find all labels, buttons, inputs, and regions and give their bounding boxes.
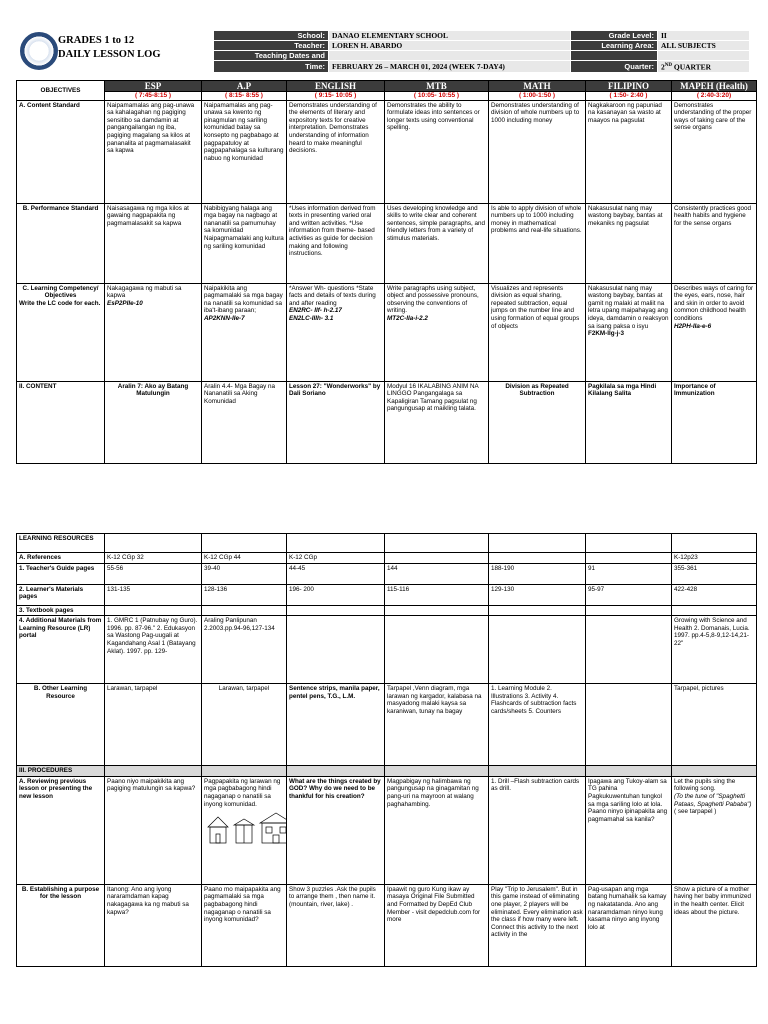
lc-code: EN2RC- IIf- h-2.17 — [289, 307, 342, 315]
table-cell: 115-116 — [385, 584, 489, 605]
time-math: ( 1:00-1:50 ) — [489, 92, 586, 101]
table-cell: Magpabigay ng halimbawa ng pangungusap na ginagamitan ng pang-uri na mayroon at walang paghahambing. — [385, 776, 489, 884]
table-cell: Naipamamalas ang pag-unawa sa kwento ng pinagmulan ng sariling komunidad batay sa konsepto ng pagbabago at pagpapatuloy at pagpapahalaga sa kulturang nabuo ng komunidad — [202, 100, 287, 203]
purpose-row — [17, 884, 757, 966]
table-cell: Play "Trip to Jerusalem". But in this game instead of eliminating one player, 2 players will be eliminated. Every elimination ask the class if how many were left. Connect this activity to the next activity in the — [489, 884, 586, 966]
table-cell — [385, 553, 489, 564]
table-cell: 144 — [385, 563, 489, 584]
row-label: 1. Teacher's Guide pages — [17, 563, 105, 584]
objectives-heading: OBJECTIVES — [17, 81, 105, 101]
table-cell: 129-130 — [489, 584, 586, 605]
row-label: A. References — [17, 553, 105, 564]
performance-standard-row — [17, 203, 757, 283]
header-info-table — [213, 30, 750, 73]
row-label: B. Other Learning Resource — [17, 684, 105, 766]
table-cell: Tarpapel, pictures — [672, 684, 757, 766]
teacher-label: Teacher: — [214, 41, 329, 51]
subject-english: ENGLISH — [287, 81, 385, 92]
table-cell: Ipagawa ang Tukoy-alam sa TG pahina Pagkukuwentuhan tungkol sa mga sariling lolo at lola. Paano ninyo ipinapakita ang pagmamahal sa kanila? — [586, 776, 672, 884]
table-cell: Consistently practices good health habits and hygiene for the sense organs — [672, 203, 757, 283]
review-row — [17, 776, 757, 884]
grade-label: Grade Level: — [571, 31, 658, 41]
table-cell: Itanong: Ano ang iyong nararamdaman kapag nakagagawa ka ng mabuti sa kapwa? — [105, 884, 202, 966]
grade-value: II — [658, 31, 750, 41]
table-cell: Show a picture of a mother having her baby immunized in the health center. Elicit ideas about the picture. — [672, 884, 757, 966]
table-cell: K-12 CGp — [287, 553, 385, 564]
row-label: B. Establishing a purpose for the lesson — [17, 884, 105, 966]
table-cell: K-12 CGp 44 — [202, 553, 287, 564]
subject-math: MATH — [489, 81, 586, 92]
table-cell: Importance of Immunization — [672, 381, 757, 463]
dates-label: Teaching Dates and — [214, 51, 329, 61]
table-cell: Describes ways of caring for the eyes, ears, nose, hair and skin in order to avoid common childhood health conditions H2PH-IIa-e-6 — [672, 283, 757, 381]
table-cell: Modyul 16 IKALABING ANIM NA LINGGO Pangangalaga sa Kapaligiran Tamang pagsulat ng pangungusap at maikling talata. — [385, 381, 489, 463]
table-cell: Larawan, tarpapel — [105, 684, 202, 766]
document-title — [58, 34, 161, 62]
table-cell — [586, 684, 672, 766]
subject-filipino: FILIPINO — [586, 81, 672, 92]
table-cell: Pagkilala sa mga Hindi Kilalang Salita — [586, 381, 672, 463]
lc-code: EsP2PIIe-10 — [107, 299, 143, 307]
table-cell: Ipaawit ng guro Kung ikaw ay masaya Original File Submitted and Formatted by DepEd Club Member - visit depedclub.com for more — [385, 884, 489, 966]
time-mtb: ( 10:05- 10:55 ) — [385, 92, 489, 101]
table-cell — [287, 616, 385, 684]
row-label: 3. Textbook pages — [17, 605, 105, 616]
row-label: LEARNING RESOURCES — [17, 534, 105, 553]
table-cell: Pagpapakita ng larawan ng mga pagbabagong hindi nagaganap o nanatili sa inyong komunidad. — [202, 776, 287, 884]
lc-code: F2KM-IIg-j-3 — [588, 330, 625, 338]
resources-heading-row — [17, 534, 757, 553]
table-cell: Nakasusulat nang may wastong baybay, bantas at gamit ng malaki at maliit na letra upang maipahayag ang ideya, damdamin o reaksyon sa isang paksa o isyu F2KM-IIg-j-3 — [586, 283, 672, 381]
subject-mtb: MTB — [385, 81, 489, 92]
lc-code: H2PH-IIa-e-6 — [674, 322, 712, 330]
table-cell: Growing with Science and Health 2. Domanais, Lucia. 1997. pp.4-5,8-9,12-14,21-22" — [672, 616, 757, 684]
table-cell: Nabibigyang halaga ang mga bagay na nagbago at nananatili sa pamumuhay sa komunidad Naipagmamalaki ang kultura ng sariling komunidad — [202, 203, 287, 283]
row-label: II. CONTENT — [17, 381, 105, 463]
additional-materials-row — [17, 616, 757, 684]
table-cell: Is able to apply division of whole numbers up to 1000 including money in mathematical problems and real-life situations. — [489, 203, 586, 283]
teacher-value: LOREN H. ABARDO — [329, 41, 571, 51]
table-cell: Naipamamalas ang pag-unawa sa kahalagahan ng pagiging sensitibo sa damdamin at pangangailangan ng iba, pagiging magalang sa kilos at pananalita at pagmamalasakit sa kapwa — [105, 100, 202, 203]
row-label: B. Performance Standard — [17, 203, 105, 283]
lc-code: AP2KNN-IIe-7 — [204, 314, 245, 322]
table-cell: Demonstrates understanding of the proper ways of taking care of the sense organs — [672, 100, 757, 203]
table-cell — [489, 553, 586, 564]
content-row — [17, 381, 757, 463]
resources-procedures-table — [16, 533, 757, 967]
song-tune: (To the tune of "Spaghetti Pataas, Spaghetti Pababa") — [674, 792, 752, 808]
table-cell: Paano mo maipapakita ang pagmamalaki sa mga pagbabagong hindi nagaganap o nanatili sa inyong komunidad? — [202, 884, 287, 966]
song-note: ( see tarpapel ) — [674, 808, 717, 816]
table-cell: Write paragraphs using subject, object and possessive pronouns, observing the conventions of writing. MT2C-IIa-i-2.2 — [385, 283, 489, 381]
table-cell: What are the things created by GOD? Why do we need to be thankful for his creation? — [287, 776, 385, 884]
table-cell: Larawan, tarpapel — [202, 684, 287, 766]
references-row — [17, 553, 757, 564]
time-mapeh: ( 2:40-3:20) — [672, 92, 757, 101]
row-label: 2. Learner's Materials pages — [17, 584, 105, 605]
table-cell: Naisasagawa ng mga kilos at gawaing nagpapakita ng pagmamalasakit sa kapwa — [105, 203, 202, 283]
table-cell: Demonstrates the ability to formulate ideas into sentences or longer texts using conventional spelling. — [385, 100, 489, 203]
time-english: ( 9:15- 10:05 ) — [287, 92, 385, 101]
table-cell: 131-135 — [105, 584, 202, 605]
table-cell: 128-136 — [202, 584, 287, 605]
table-cell: 355-361 — [672, 563, 757, 584]
time-label: Time: — [214, 61, 329, 73]
textbook-row — [17, 605, 757, 616]
row-label: A. Reviewing previous lesson or presenting the new lesson — [17, 776, 105, 884]
table-cell: 1. Drill –Flash subtraction cards as drill. — [489, 776, 586, 884]
subject-ap: A.P — [202, 81, 287, 92]
table-cell: Naipakikita ang pagmamalaki sa mga bagay na nanatili sa komunidad sa iba't-ibang paraan; AP2KNN-IIe-7 — [202, 283, 287, 381]
learners-materials-row — [17, 584, 757, 605]
competency-row — [17, 283, 757, 381]
lesson-log-header — [16, 30, 756, 70]
row-label: A. Content Standard — [17, 100, 105, 203]
teachers-guide-row — [17, 563, 757, 584]
objectives-table — [16, 80, 757, 464]
row-label: III. PROCEDURES — [17, 766, 105, 777]
deped-seal-icon — [20, 32, 58, 70]
table-cell: Nakasusulat nang may wastong baybay, bantas at mekaniks ng pagsulat — [586, 203, 672, 283]
dates-value: FEBRUARY 26 – MARCH 01, 2024 (WEEK 7-DAY4) — [329, 61, 571, 73]
table-cell: 1. GMRC 1 (Patnubay ng Guro). 1996. pp. 87-96." 2. Edukasyon sa Wastong Pag-uugali at Kagandahang Asal 1 (Batayang Aklat). 1997. pp. 129- — [105, 616, 202, 684]
table-cell: Show 3 puzzles .Ask the pupils to arrange them , then name it. (mountain, river, lake) . — [287, 884, 385, 966]
table-cell: Araling Panlipunan 2.2003.pp.94-96,127-134 — [202, 616, 287, 684]
table-cell: Sentence strips, manila paper, pentel pens, T.G., L.M. — [287, 684, 385, 766]
table-cell: 196- 200 — [287, 584, 385, 605]
table-cell: 91 — [586, 563, 672, 584]
subject-mapeh: MAPEH (Health) — [672, 81, 757, 92]
table-cell: Lesson 27: "Wonderworks" by Dali Soriano — [287, 381, 385, 463]
table-cell: Paano niyo maipakikita ang pagiging matulungin sa kapwa? — [105, 776, 202, 884]
procedures-heading-row — [17, 766, 757, 777]
table-cell: Division as Repeated Subtraction — [489, 381, 586, 463]
table-cell: 55-56 — [105, 563, 202, 584]
table-cell: Demonstrates understanding of division of whole numbers up to 1000 including money — [489, 100, 586, 203]
table-cell: 95-97 — [586, 584, 672, 605]
table-cell: Nagkakaroon ng papuniad na kasanayan sa wasto at maayos na pagsulat — [586, 100, 672, 203]
area-label: Learning Area: — [571, 41, 658, 51]
subject-esp: ESP — [105, 81, 202, 92]
table-cell: Demonstrates understanding of the elements of literary and expository texts for creative interpretation. Demonstrates understanding of information heard to make meaningful decisions. — [287, 100, 385, 203]
table-cell: *Uses information derived from texts in presenting varied oral and written activities. *Use information from theme- based activities as guide for decision making and following instructions. — [287, 203, 385, 283]
lc-code: EN2LC-IIIh- 3.1 — [289, 314, 334, 322]
table-cell: 44-45 — [287, 563, 385, 584]
table-cell: 39-40 — [202, 563, 287, 584]
table-cell: Visualizes and represents division as equal sharing, repeated subtraction, equal jumps on the number line and using formation of equal groups of objects — [489, 283, 586, 381]
area-value: ALL SUBJECTS — [658, 41, 750, 51]
table-cell — [586, 553, 672, 564]
table-cell: K-12p23 — [672, 553, 757, 564]
title-line-1: GRADES 1 to 12 — [58, 35, 135, 46]
table-cell — [586, 616, 672, 684]
table-cell: 422-428 — [672, 584, 757, 605]
table-cell: Let the pupils sing the following song. (To the tune of "Spaghetti Pataas, Spaghetti Pababa") ( see tarpapel ) — [672, 776, 757, 884]
table-cell: Tarpapel ,Venn diagram, mga larawan ng kargador, kalabasa na masyadong malaki kaysa sa karaniwan, tunay na bagay — [385, 684, 489, 766]
time-ap: ( 8:15- 8:55 ) — [202, 92, 287, 101]
quarter-label: Quarter: — [571, 61, 658, 73]
lc-code: MT2C-IIa-i-2.2 — [387, 314, 428, 322]
table-cell: Aralin 4.4- Mga Bagay na Nananatili sa Aking Komunidad — [202, 381, 287, 463]
table-cell — [385, 616, 489, 684]
table-cell: Pag-usapan ang mga batang humahalik sa kamay ng nakatatanda. Ano ang nararamdaman ninyo kung kasama ninyo ang inyong lolo at — [586, 884, 672, 966]
table-cell: 1. Learning Module 2. Illustrations 3. Activity 4. Flashcards of subtraction facts cards/sheets 5. Counters — [489, 684, 586, 766]
school-value: DANAO ELEMENTARY SCHOOL — [329, 31, 571, 41]
table-cell: K-12 CGp 32 — [105, 553, 202, 564]
time-esp: ( 7:45-8:15 ) — [105, 92, 202, 101]
table-cell — [489, 616, 586, 684]
time-filipino: ( 1:50- 2:40 ) — [586, 92, 672, 101]
table-cell: Uses developing knowledge and skills to write clear and coherent sentences, simple paragraphs, and friendly letters from a variety of stimulus materials. — [385, 203, 489, 283]
title-line-2: DAILY LESSON LOG — [58, 49, 161, 60]
row-label: C. Learning Competency/ Objectives Write the LC code for each. — [17, 283, 105, 381]
table-cell: Nakagagawa ng mabuti sa kapwa EsP2PIIe-10 — [105, 283, 202, 381]
quarter-value: 2ND QUARTER — [658, 61, 750, 73]
table-cell: Aralin 7: Ako ay Batang Matulungin — [105, 381, 202, 463]
house-sketches-icon — [204, 811, 287, 847]
content-standard-row — [17, 100, 757, 203]
row-label: 4. Additional Materials from Learning Resource (LR) portal — [17, 616, 105, 684]
table-cell: *Answer Wh- questions *State facts and details of texts during and after reading EN2RC- IIf- h-2.17 EN2LC-IIIh- 3.1 — [287, 283, 385, 381]
school-label: School: — [214, 31, 329, 41]
table-cell: 188-190 — [489, 563, 586, 584]
other-resources-row — [17, 684, 757, 766]
